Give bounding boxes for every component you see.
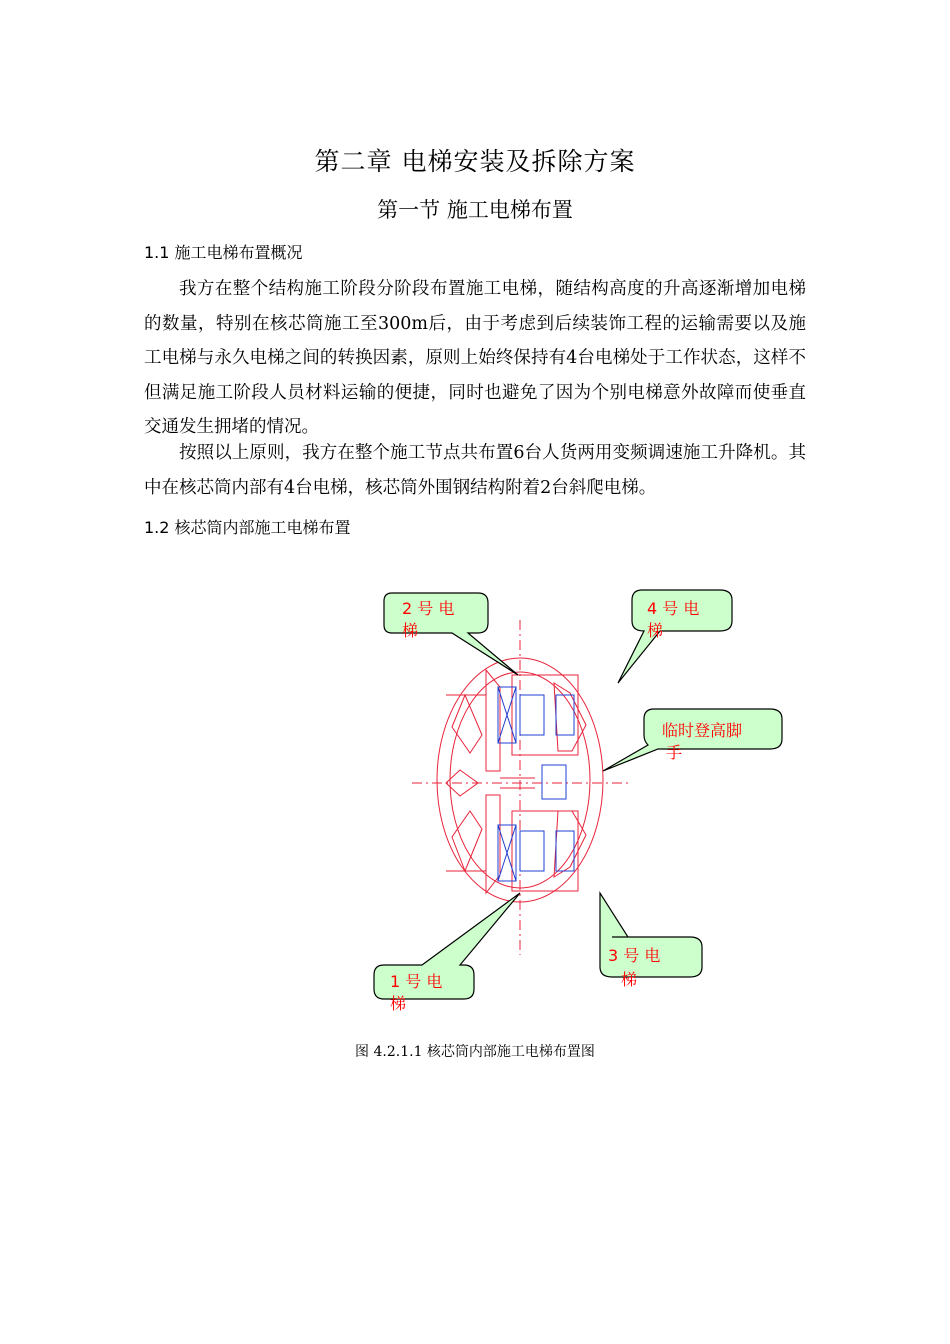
svg-text:手: 手 — [666, 743, 683, 762]
callout-scaffold — [603, 709, 782, 771]
figure-caption: 图 4.2.1.1 核芯筒内部施工电梯布置图 — [355, 1044, 595, 1060]
heading-1-2: 1.2 核芯筒内部施工电梯布置 — [144, 518, 351, 537]
section-title: 第一节 施工电梯布置 — [377, 198, 573, 222]
svg-text:梯: 梯 — [621, 970, 638, 989]
lower-shaft-car-left — [520, 831, 544, 871]
outer-cell-lower-right — [554, 811, 586, 877]
outer-cell-upper-right — [554, 683, 586, 751]
svg-text:2 号 电: 2 号 电 — [402, 599, 455, 618]
heading-1-1: 1.1 施工电梯布置概况 — [144, 243, 303, 262]
floor-plan-diagram — [360, 575, 820, 1035]
svg-text:3 号 电: 3 号 电 — [608, 946, 661, 965]
paragraph-1: 我方在整个结构施工阶段分阶段布置施工电梯，随结构高度的升高逐渐增加电梯的数量，特别在核芯筒施工至300m后，由于考虑到后续装饰工程的运输需要以及施工电梯与永久电梯之间的转换因素，原则上始终保持有4台电梯处于工作状态，这样不但满足施工阶段人员材料运输的便捷，同时也避免了因为个别电梯意外故障而使垂直交通发生拥堵的情况。 — [144, 279, 806, 437]
central-elevator-car — [542, 765, 566, 799]
chapter-title: 第二章 电梯安装及拆除方案 — [314, 147, 636, 176]
core-tube-elevator-layout-figure — [360, 575, 820, 1035]
svg-text:梯: 梯 — [402, 621, 419, 640]
callout-elevator-4 — [618, 590, 732, 683]
outer-cell-upper-left — [452, 695, 482, 753]
callout-elevator-2 — [384, 593, 518, 675]
outer-cell-lower-left — [452, 811, 482, 871]
upper-shaft-block — [512, 675, 578, 755]
svg-text:梯: 梯 — [390, 994, 407, 1013]
svg-text:梯: 梯 — [647, 621, 664, 640]
upper-shaft-car-left — [520, 695, 544, 735]
svg-text:临时登高脚: 临时登高脚 — [662, 721, 743, 740]
core-tube-plan — [412, 620, 630, 955]
paragraph-2: 按照以上原则，我方在整个施工节点共布置6台人货两用变频调速施工升降机。其中在核芯筒内部有4台电梯，核芯筒外围钢结构附着2台斜爬电梯。 — [144, 443, 806, 498]
callout-elevator-3 — [600, 893, 702, 989]
svg-text:4 号 电: 4 号 电 — [647, 599, 700, 618]
svg-text:1 号 电: 1 号 电 — [390, 972, 443, 991]
upper-shaft-car-right — [556, 695, 574, 735]
elevator-cars — [498, 687, 574, 881]
callout-elevator-1 — [374, 893, 520, 1013]
